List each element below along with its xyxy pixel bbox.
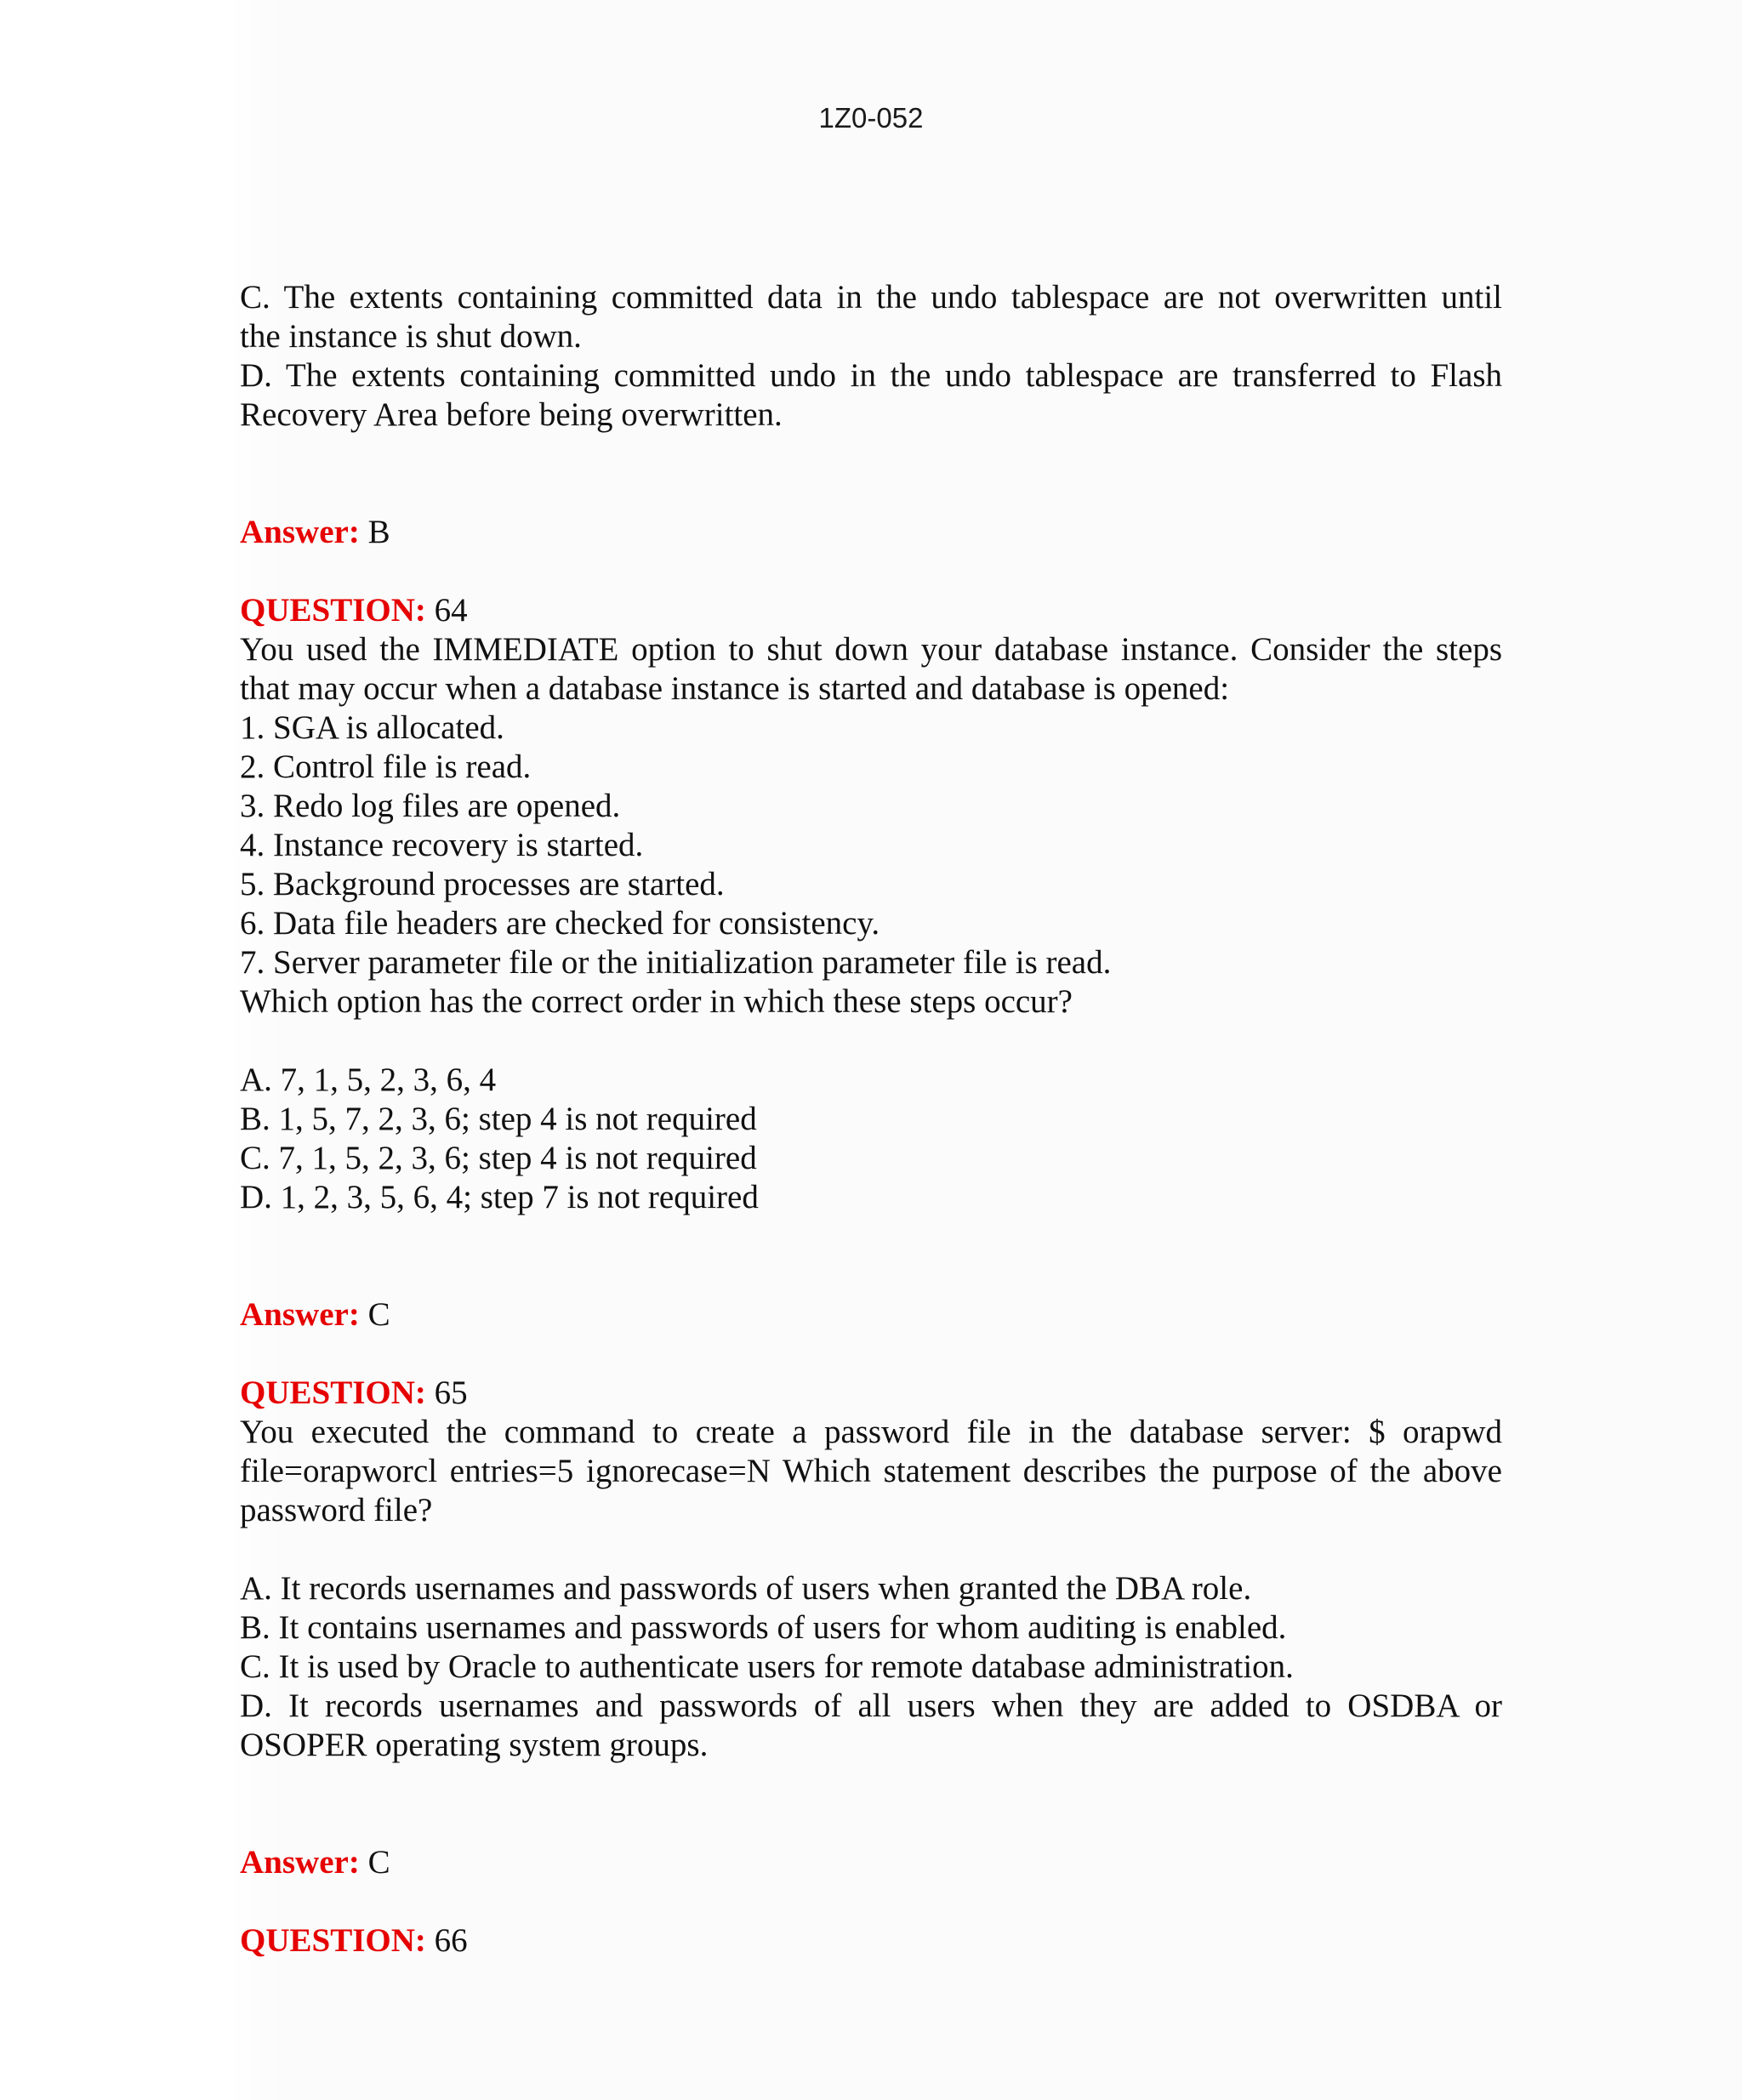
q64-option-a: A. 7, 1, 5, 2, 3, 6, 4 [240,1061,497,1098]
q64-answer [240,1295,1502,1335]
spacer [240,1217,1502,1295]
q64-step: 1. SGA is allocated. [240,709,504,746]
answer-label: Answer: [240,1844,360,1881]
answer-value: B [359,514,390,550]
q63-option-c-line2: the instance is shut down. [240,318,582,355]
q66-heading [240,1921,1502,1961]
q64-step: 7. Server parameter file or the initialization parameter file is read. [240,944,1112,981]
q63-option-d-line1: D. The extents containing committed undo in the undo tablespace are transferred to Flash [240,357,1502,394]
spacer [240,1335,1502,1374]
question-label: QUESTION: [240,1374,426,1411]
spacer [240,1530,1502,1569]
q65-stem-line3: password file? [240,1492,433,1528]
q65-option-a: A. It records usernames and passwords of users when granted the DBA role. [240,1570,1252,1607]
spacer [240,1022,1502,1061]
q64-stem-line2: that may occur when a database instance is started and database is opened: [240,670,1230,707]
q64-step: 6. Data file headers are checked for consistency. [240,905,880,942]
q63-answer [240,513,1502,552]
q65-option-d-line1: D. It records usernames and passwords of all users when they are added to OSDBA or [240,1687,1502,1724]
q64-step: 5. Background processes are started. [240,866,725,902]
q64-option-d: D. 1, 2, 3, 5, 6, 4; step 7 is not required [240,1179,759,1215]
q65-option-d-line2: OSOPER operating system groups. [240,1727,709,1763]
page-header: 1Z0-052 [818,102,924,134]
question-label: QUESTION: [240,592,426,629]
spacer [240,1765,1502,1843]
q63-option-d-line2: Recovery Area before being overwritten. [240,396,783,433]
q64-step: 2. Control file is read. [240,748,532,785]
question-number: 66 [425,1922,468,1959]
q64-step: 4. Instance recovery is started. [240,827,644,863]
q64-prompt: Which option has the correct order in which these steps occur? [240,983,1073,1020]
answer-value: C [359,1844,390,1881]
spacer [240,1882,1502,1921]
answer-label: Answer: [240,1296,360,1333]
q64-stem-line1: You used the IMMEDIATE option to shut down your database instance. Consider the steps [240,631,1502,668]
question-number: 64 [425,592,468,629]
spacer [240,552,1502,591]
question-label: QUESTION: [240,1922,426,1959]
q65-stem-line2: file=orapworcl entries=5 ignorecase=N Which statement describes the purpose of the above [240,1453,1502,1489]
question-number: 65 [425,1374,468,1411]
spacer [240,435,1502,513]
q65-option-c: C. It is used by Oracle to authenticate users for remote database administration. [240,1648,1294,1685]
q64-option-b: B. 1, 5, 7, 2, 3, 6; step 4 is not required [240,1101,757,1137]
answer-value: C [359,1296,390,1333]
page-content [240,278,1502,1961]
q65-heading [240,1374,1502,1413]
q64-option-c: C. 7, 1, 5, 2, 3, 6; step 4 is not required [240,1140,757,1176]
q63-option-c-line1: C. The extents containing committed data in the undo tablespace are not overwritten until [240,279,1502,316]
q64-heading [240,591,1502,630]
q65-option-b: B. It contains usernames and passwords of users for whom auditing is enabled. [240,1609,1287,1646]
q64-step: 3. Redo log files are opened. [240,788,621,824]
answer-label: Answer: [240,514,360,550]
q65-answer [240,1843,1502,1882]
q65-stem-line1: You executed the command to create a password file in the database server: $ orapwd [240,1414,1502,1450]
